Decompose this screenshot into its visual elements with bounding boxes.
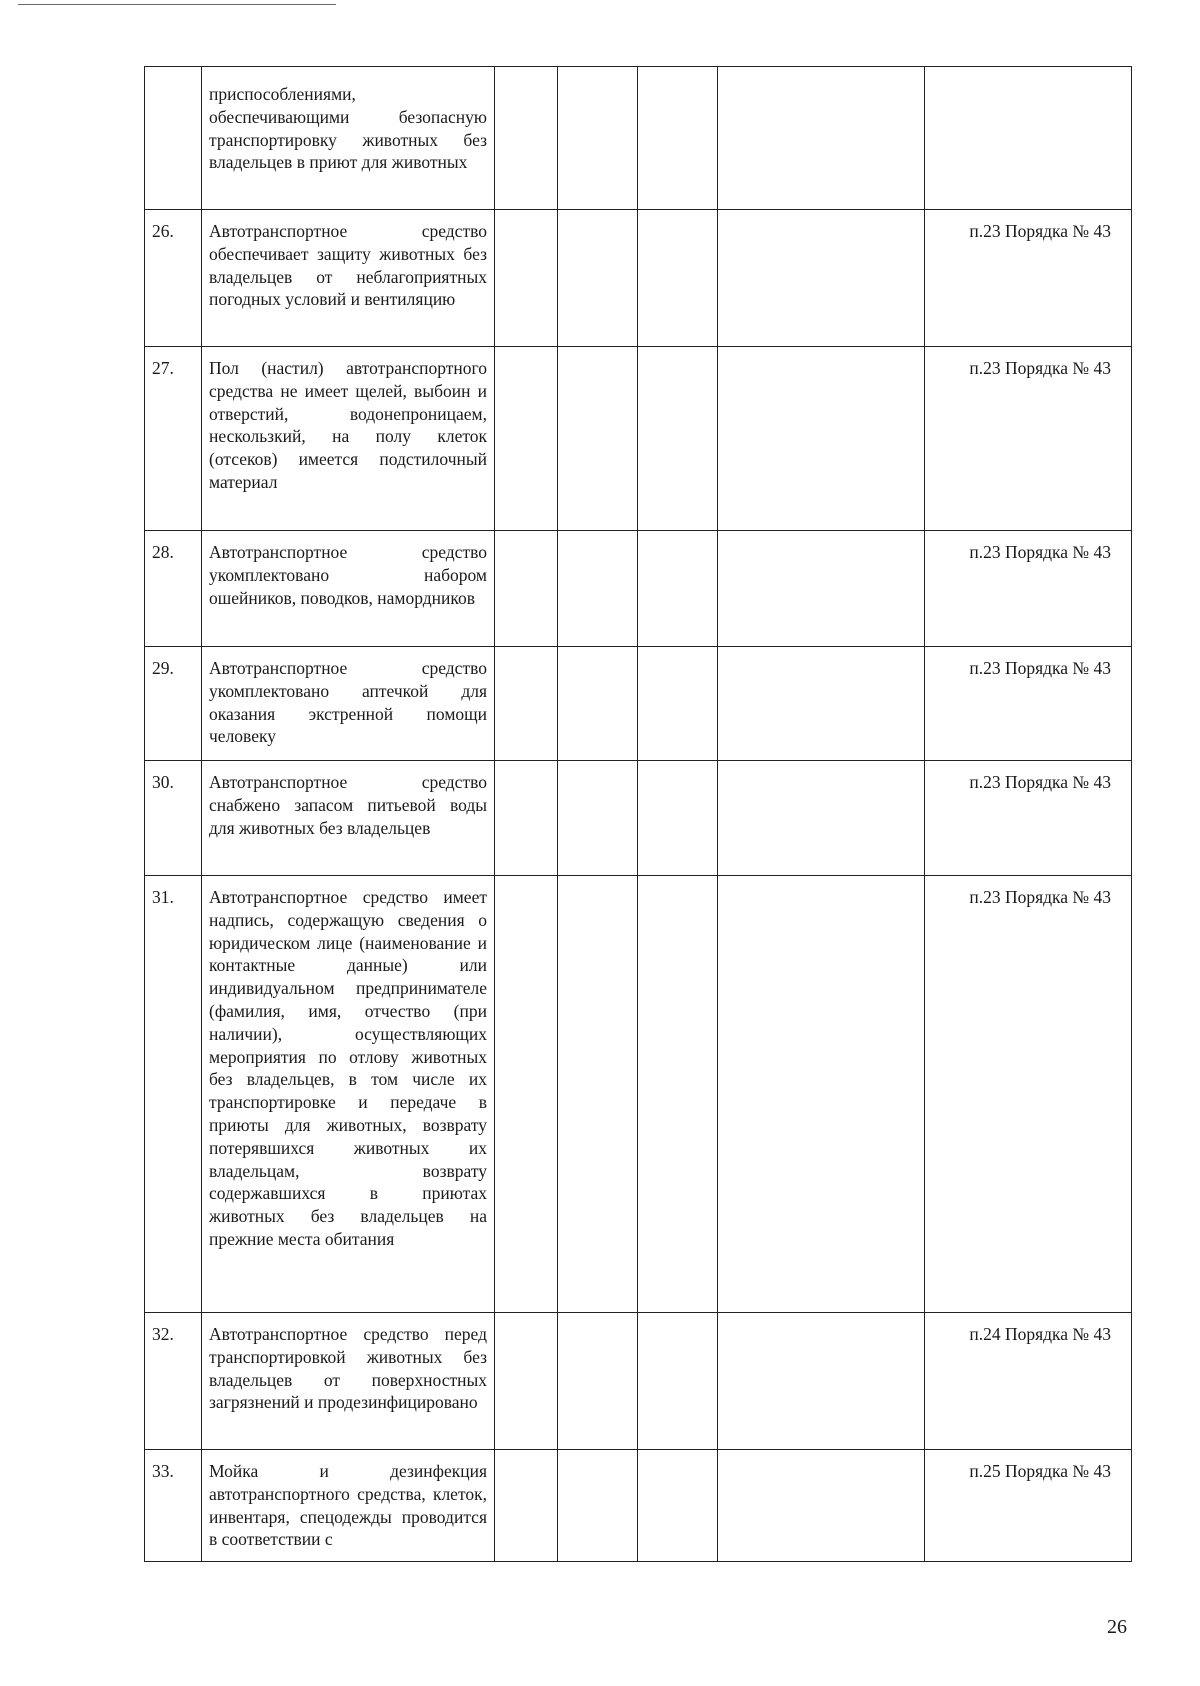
requirement-text: Мойка и дезинфекция автотранспортного средства, клеток, инвентаря, спецодежды проводится в соответствии с xyxy=(202,1450,495,1562)
legal-reference: п.23 Порядка № 43 xyxy=(925,647,1132,761)
answer-no-cell xyxy=(558,647,638,761)
page-number: 26 xyxy=(1107,1616,1127,1638)
table-row xyxy=(145,1450,1132,1562)
answer-yes-cell xyxy=(495,67,558,210)
answer-no-cell xyxy=(558,67,638,210)
row-number xyxy=(145,67,202,210)
answer-na-cell xyxy=(638,1450,718,1562)
answer-na-cell xyxy=(638,761,718,876)
table-row xyxy=(145,1313,1132,1450)
table-row xyxy=(145,67,1132,210)
row-number: 27. xyxy=(145,347,202,531)
answer-na-cell xyxy=(638,876,718,1313)
notes-cell xyxy=(718,876,925,1313)
notes-cell xyxy=(925,67,1132,210)
notes-cell xyxy=(718,1450,925,1562)
legal-reference: п.25 Порядка № 43 xyxy=(925,1450,1132,1562)
row-number: 26. xyxy=(145,210,202,347)
answer-na-cell xyxy=(638,647,718,761)
answer-yes-cell xyxy=(495,647,558,761)
legal-reference: п.24 Порядка № 43 xyxy=(925,1313,1132,1450)
answer-yes-cell xyxy=(495,531,558,647)
answer-na-cell xyxy=(638,531,718,647)
answer-yes-cell xyxy=(495,347,558,531)
table-row xyxy=(145,876,1132,1313)
table-row xyxy=(145,210,1132,347)
requirement-text: Пол (настил) автотранспортного средства не имеет щелей, выбоин и отверстий, водонепроницаем, нескользкий, на полу клеток (отсеков) имеется подстилочный материал xyxy=(202,347,495,531)
answer-no-cell xyxy=(558,347,638,531)
answer-yes-cell xyxy=(495,876,558,1313)
row-number: 33. xyxy=(145,1450,202,1562)
answer-no-cell xyxy=(558,761,638,876)
answer-no-cell xyxy=(558,1450,638,1562)
answer-yes-cell xyxy=(495,210,558,347)
requirement-text: Автотранспортное средство перед транспортировкой животных без владельцев от поверхностных загрязнений и продезинфицировано xyxy=(202,1313,495,1450)
row-number: 32. xyxy=(145,1313,202,1450)
answer-na-cell xyxy=(638,1313,718,1450)
table-row xyxy=(145,647,1132,761)
notes-cell xyxy=(718,347,925,531)
legal-reference: п.23 Порядка № 43 xyxy=(925,347,1132,531)
notes-cell xyxy=(718,1313,925,1450)
requirement-text: Автотранспортное средство имеет надпись, содержащую сведения о юридическом лице (наименование и контактные данные) или индивидуальном предпринимателе (фамилия, имя, отчество (при наличии), осуществляющих мероприятия по отлову животных без владельцев, в том числе их транспортировке и передаче в приюты для животных, возврату потерявшихся животных их владельцам, возврату содержавшихся в приютах животных без владельцев на прежние места обитания xyxy=(202,876,495,1313)
requirement-text: Автотранспортное средство укомплектовано набором ошейников, поводков, намордников xyxy=(202,531,495,647)
legal-reference xyxy=(718,67,925,210)
notes-cell xyxy=(718,210,925,347)
answer-na-cell xyxy=(638,347,718,531)
answer-yes-cell xyxy=(495,1450,558,1562)
requirement-text: Автотранспортное средство обеспечивает защиту животных без владельцев от неблагоприятных погодных условий и вентиляцию xyxy=(202,210,495,347)
row-number: 31. xyxy=(145,876,202,1313)
answer-no-cell xyxy=(558,1313,638,1450)
table-row xyxy=(145,761,1132,876)
legal-reference: п.23 Порядка № 43 xyxy=(925,876,1132,1313)
legal-reference: п.23 Порядка № 43 xyxy=(925,531,1132,647)
checklist-table xyxy=(144,66,1132,1562)
answer-yes-cell xyxy=(495,761,558,876)
answer-na-cell xyxy=(638,210,718,347)
legal-reference: п.23 Порядка № 43 xyxy=(925,210,1132,347)
table-row xyxy=(145,531,1132,647)
requirement-text: приспособлениями, обеспечивающими безопасную транспортировку животных без владельцев в приют для животных xyxy=(202,67,495,210)
legal-reference: п.23 Порядка № 43 xyxy=(925,761,1132,876)
row-number: 28. xyxy=(145,531,202,647)
answer-no-cell xyxy=(558,531,638,647)
notes-cell xyxy=(718,761,925,876)
notes-cell xyxy=(718,647,925,761)
header-rule xyxy=(18,4,336,5)
row-number: 29. xyxy=(145,647,202,761)
answer-yes-cell xyxy=(495,1313,558,1450)
answer-no-cell xyxy=(558,876,638,1313)
table-row xyxy=(145,347,1132,531)
answer-na-cell xyxy=(638,67,718,210)
requirement-text: Автотранспортное средство укомплектовано аптечкой для оказания экстренной помощи человеку xyxy=(202,647,495,761)
notes-cell xyxy=(718,531,925,647)
answer-no-cell xyxy=(558,210,638,347)
requirement-text: Автотранспортное средство снабжено запасом питьевой воды для животных без владельцев xyxy=(202,761,495,876)
row-number: 30. xyxy=(145,761,202,876)
